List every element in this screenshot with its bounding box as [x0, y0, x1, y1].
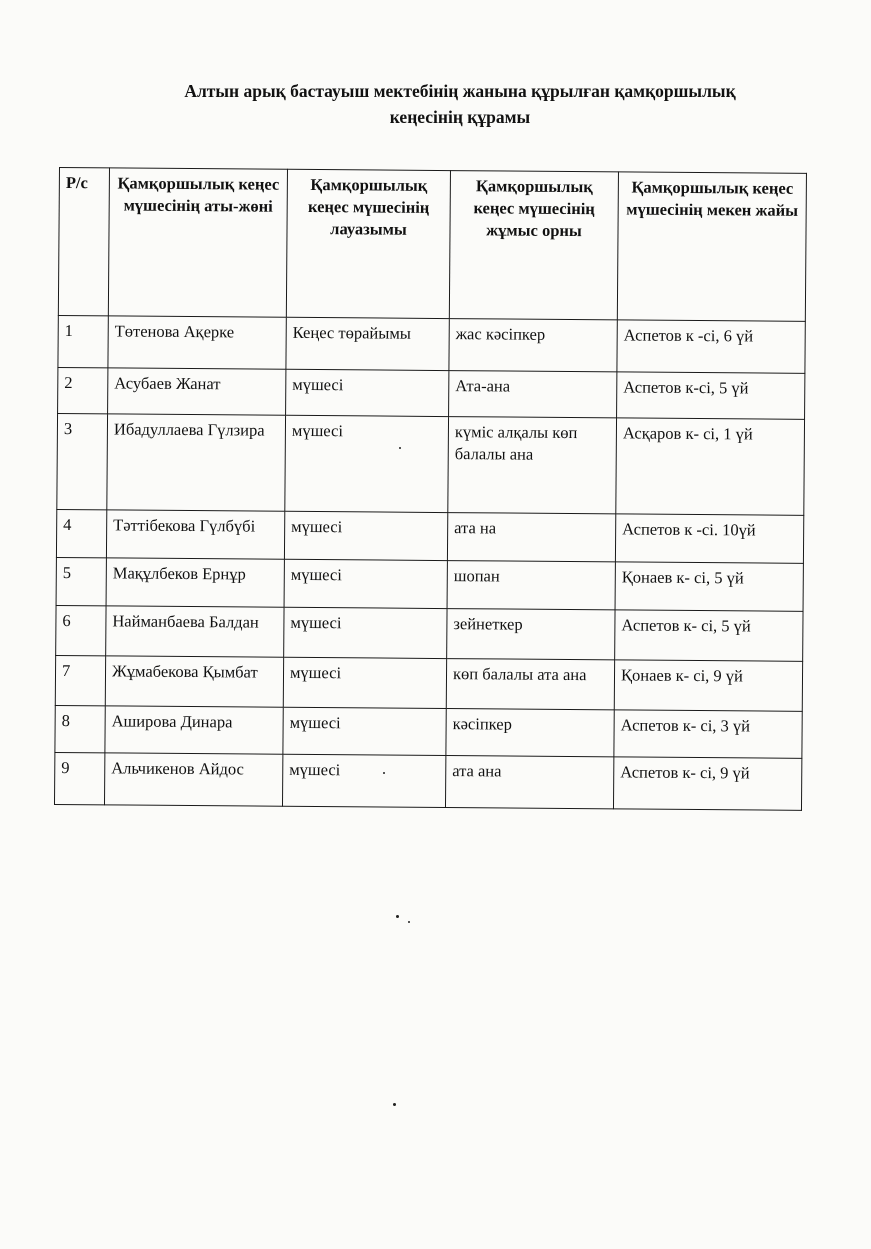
table-row [55, 655, 802, 711]
member-workplace: жас кәсіпкер [449, 319, 617, 372]
scan-speck [396, 915, 399, 918]
member-position: мүшесі [282, 754, 445, 807]
member-address: Аспетов к -сі. 10үй [615, 514, 803, 563]
member-workplace: ата ана [445, 756, 613, 809]
row-number: 3 [57, 413, 108, 509]
member-workplace: зейнеткер [447, 609, 615, 660]
row-number: 7 [55, 655, 105, 705]
member-workplace: шопан [447, 561, 615, 610]
scan-speck [399, 447, 401, 449]
member-position: мүшесі [283, 707, 446, 755]
table-row [55, 705, 802, 758]
member-workplace: кәсіпкер [446, 709, 614, 757]
member-position: мүшесі [285, 415, 449, 512]
member-address: Аспетов к- сі, 3 үй [614, 710, 802, 758]
member-address: Қонаев к- сі, 5 үй [615, 562, 803, 611]
member-name: Жұмабекова Қымбат [105, 656, 283, 707]
title-line-1: Алтын арық бастауыш мектебінің жанына құрылған қамқоршылық [184, 81, 736, 101]
member-position: мүшесі [284, 511, 447, 560]
member-name: Ибадуллаева Гүлзира [107, 414, 286, 511]
row-number: 9 [54, 752, 104, 804]
table-row [56, 605, 803, 661]
member-position: Кеңес төрайымы [286, 317, 449, 370]
council-members-table [54, 167, 807, 811]
header-name: Қамқоршылық кеңес мүшесінің аты-жөні [108, 168, 287, 317]
table-row [56, 557, 803, 611]
header-number: Р/с [58, 168, 109, 316]
member-position: мүшесі [284, 559, 447, 608]
row-number: 1 [58, 315, 108, 367]
document-title [100, 78, 820, 130]
title-line-2: кеңесінің құрамы [389, 107, 531, 127]
member-address: Аспетов к- сі, 5 үй [615, 610, 803, 661]
table-row [58, 367, 805, 419]
member-name: Төтенова Ақерке [108, 316, 286, 369]
member-address: Аспетов к- сі, 9 үй [613, 757, 801, 810]
table-row [57, 413, 805, 515]
member-address: Аспетов к -сі, 6 үй [617, 320, 805, 373]
table-row [56, 509, 803, 563]
member-workplace: ата на [447, 513, 615, 562]
table-row [54, 752, 801, 810]
member-name: Асубаев Жанат [108, 368, 286, 415]
row-number: 2 [58, 367, 108, 413]
member-position: мүшесі [284, 607, 447, 658]
row-number: 8 [55, 705, 105, 752]
table-header-row [58, 168, 806, 322]
scan-speck [383, 772, 385, 774]
member-workplace: көп балалы ата ана [446, 659, 614, 710]
member-position: мүшесі [283, 657, 446, 708]
member-name: Тәттібекова Гүлбүбі [106, 510, 284, 559]
member-name: Аширова Динара [105, 706, 283, 754]
member-position: мүшесі [286, 369, 449, 416]
member-workplace: күміс алқалы көп балалы ана [448, 417, 617, 514]
row-number: 5 [56, 557, 106, 605]
row-number: 4 [56, 509, 106, 557]
member-address: Аспетов к-сі, 5 үй [617, 372, 805, 419]
scan-speck [393, 1103, 396, 1106]
member-name: Альчикенов Айдос [104, 753, 282, 806]
member-address: Асқаров к- сі, 1 үй [616, 418, 805, 515]
member-workplace: Ата-ана [449, 371, 617, 418]
header-address: Қамқоршылық кеңес мүшесінің мекен жайы [617, 172, 806, 321]
member-name: Мақұлбеков Ернұр [106, 558, 284, 607]
member-address: Қонаев к- сі, 9 үй [614, 660, 802, 711]
member-name: Найманбаева Балдан [106, 606, 284, 657]
table-row [58, 315, 805, 373]
row-number: 6 [56, 605, 106, 655]
scan-speck [408, 921, 410, 923]
header-position: Қамқоршылық кеңес мүшесінің лауазымы [286, 169, 450, 318]
header-workplace: Қамқоршылық кеңес мүшесінің жұмыс орны [449, 171, 618, 320]
